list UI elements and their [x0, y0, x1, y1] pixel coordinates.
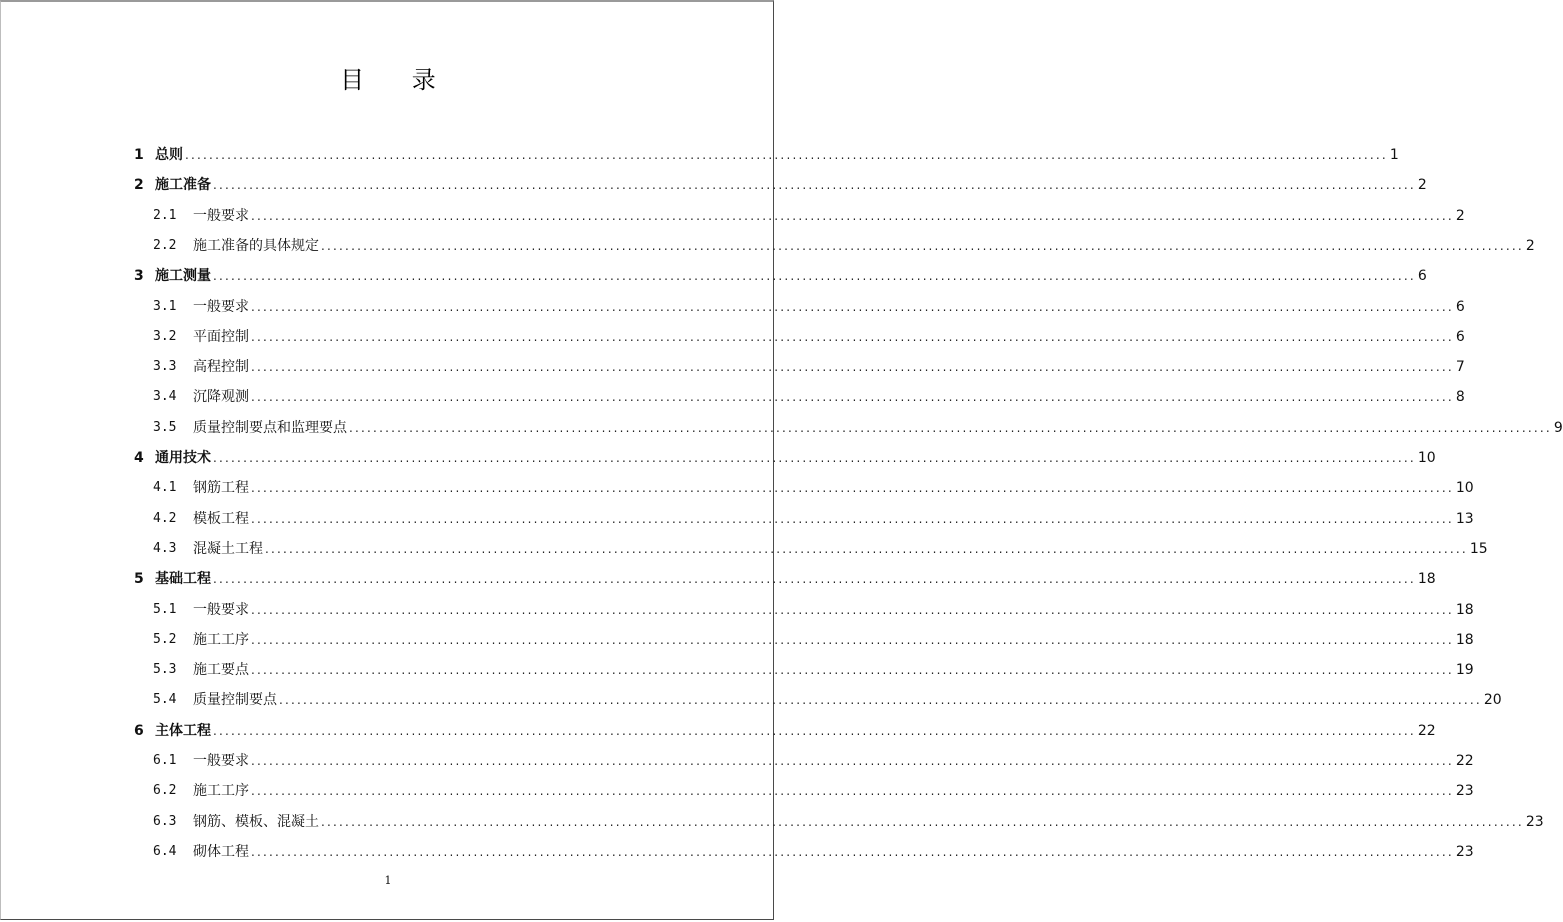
toc-entry-label: 沉降观测	[193, 389, 249, 406]
toc-entry-page: 6	[1455, 328, 1465, 345]
toc-entry-label: 一般要求	[193, 298, 249, 315]
toc-entry-label: 施工工序	[193, 783, 249, 800]
toc-entry-number: 3	[134, 268, 144, 285]
toc-entry-number: 2	[134, 177, 144, 194]
toc-entry[interactable]	[134, 140, 1399, 164]
toc-entry-label: 钢筋、模板、混凝土	[193, 813, 319, 830]
toc-dot-leader: ........................................................................................................................................................................................................	[251, 663, 1454, 678]
toc-entry-label: 基础工程	[155, 571, 211, 588]
toc-entry[interactable]	[134, 443, 1436, 467]
toc-entry[interactable]	[153, 837, 1474, 861]
toc-entry-label: 一般要求	[193, 753, 249, 769]
toc-entry-page: 2	[1525, 237, 1535, 254]
toc-entry-page: 2	[1417, 177, 1427, 194]
toc-entry[interactable]	[153, 504, 1474, 528]
toc-dot-leader: ........................................................................................................................................................................................................	[213, 723, 1416, 738]
toc-entry-page: 18	[1455, 601, 1474, 618]
toc-dot-leader: ........................................................................................................................................................................................................	[213, 451, 1416, 465]
toc-dot-leader: ........................................................................................................................................................................................................	[213, 269, 1416, 284]
toc-entry-page: 6	[1455, 298, 1465, 315]
toc-entry-number: 4	[134, 450, 144, 466]
toc-entry-page: 9	[1553, 419, 1563, 436]
toc-entry-label: 施工要点	[193, 662, 249, 679]
toc-entry[interactable]	[153, 473, 1474, 497]
toc-entry-number: 3.1	[153, 298, 177, 314]
toc-dot-leader: ........................................................................................................................................................................................................	[279, 693, 1482, 708]
toc-entry-page: 13	[1455, 510, 1474, 527]
toc-entry-page: 10	[1417, 450, 1436, 466]
toc-entry[interactable]	[153, 231, 1535, 255]
toc-entry-page: 1	[1389, 147, 1399, 163]
document-title: 目 录	[340, 66, 456, 94]
toc-entry-page: 22	[1417, 722, 1436, 739]
toc-entry-number: 5.2	[153, 631, 177, 647]
toc-entry-page: 6	[1417, 268, 1427, 285]
toc-entry-page: 22	[1455, 753, 1474, 769]
toc-entry-label: 施工准备	[155, 177, 211, 194]
toc-entry-page: 18	[1455, 631, 1474, 648]
toc-dot-leader: ........................................................................................................................................................................................................	[251, 602, 1454, 617]
toc-entry-label: 施工准备的具体规定	[193, 237, 319, 254]
toc-dot-leader: ........................................................................................................................................................................................................	[251, 390, 1454, 405]
toc-entry-page: 10	[1455, 480, 1474, 497]
toc-entry-page: 15	[1469, 540, 1488, 557]
toc-entry[interactable]	[134, 564, 1436, 588]
footer-page-number: 1	[384, 874, 392, 887]
toc-dot-leader: ........................................................................................................................................................................................................	[251, 329, 1454, 344]
toc-entry-label: 主体工程	[155, 722, 211, 739]
toc-entry[interactable]	[153, 807, 1544, 831]
toc-entry[interactable]	[134, 170, 1427, 194]
toc-entry[interactable]	[153, 322, 1465, 346]
toc-entry[interactable]	[134, 261, 1427, 285]
toc-entry[interactable]	[153, 382, 1465, 406]
toc-entry-number: 6.4	[153, 843, 177, 859]
toc-dot-leader: ........................................................................................................................................................................................................	[349, 420, 1552, 435]
toc-dot-leader: ........................................................................................................................................................................................................	[251, 208, 1454, 223]
toc-entry-page: 18	[1417, 571, 1436, 588]
toc-entry[interactable]	[153, 534, 1488, 558]
toc-entry-page: 7	[1455, 359, 1465, 376]
toc-entry-number: 4.3	[153, 540, 177, 556]
toc-entry-page: 23	[1455, 843, 1474, 860]
toc-entry[interactable]	[153, 625, 1474, 649]
toc-entry-label: 模板工程	[193, 510, 249, 527]
toc-entry-number: 3.2	[153, 328, 177, 344]
toc-dot-leader: ........................................................................................................................................................................................................	[251, 632, 1454, 647]
toc-entry-number: 4.1	[153, 480, 177, 496]
toc-entry[interactable]	[153, 595, 1474, 619]
toc-entry[interactable]	[153, 413, 1563, 437]
toc-entry[interactable]	[153, 746, 1474, 770]
toc-dot-leader: ........................................................................................................................................................................................................	[251, 754, 1454, 768]
toc-entry[interactable]	[153, 292, 1465, 316]
toc-entry-label: 钢筋工程	[193, 480, 249, 497]
toc-entry-label: 一般要求	[193, 207, 249, 224]
toc-entry-number: 4.2	[153, 510, 177, 526]
toc-dot-leader: ........................................................................................................................................................................................................	[251, 299, 1454, 314]
toc-entry-page: 20	[1483, 692, 1502, 709]
toc-entry-label: 砌体工程	[193, 843, 249, 860]
toc-entry-label: 施工工序	[193, 631, 249, 648]
toc-entry-number: 2.2	[153, 237, 177, 253]
toc-entry-label: 施工测量	[155, 268, 211, 285]
toc-entry[interactable]	[153, 201, 1465, 225]
toc-entry-number: 5.1	[153, 601, 177, 617]
toc-entry-page: 23	[1455, 783, 1474, 800]
toc-dot-leader: ........................................................................................................................................................................................................	[251, 784, 1454, 799]
toc-entry-label: 通用技术	[155, 450, 211, 466]
toc-entry-number: 3.5	[153, 419, 177, 435]
toc-entry-label: 总则	[155, 147, 183, 163]
toc-entry-page: 23	[1525, 813, 1544, 830]
toc-dot-leader: ........................................................................................................................................................................................................	[265, 541, 1468, 556]
toc-entry-label: 高程控制	[193, 359, 249, 376]
toc-entry-number: 6.3	[153, 813, 177, 829]
toc-entry-label: 混凝土工程	[193, 540, 263, 557]
toc-dot-leader: ........................................................................................................................................................................................................	[321, 814, 1524, 829]
toc-entry-number: 3.3	[153, 359, 177, 375]
toc-entry-page: 2	[1455, 207, 1465, 224]
toc-dot-leader: ........................................................................................................................................................................................................	[185, 148, 1388, 162]
toc-entry-number: 3.4	[153, 389, 177, 405]
toc-dot-leader: ........................................................................................................................................................................................................	[251, 844, 1454, 859]
toc-entry[interactable]	[153, 685, 1502, 709]
toc-dot-leader: ........................................................................................................................................................................................................	[321, 238, 1524, 253]
toc-entry-page: 8	[1455, 389, 1465, 406]
toc-dot-leader: ........................................................................................................................................................................................................	[251, 511, 1454, 526]
toc-dot-leader: ........................................................................................................................................................................................................	[251, 481, 1454, 496]
toc-entry-label: 质量控制要点和监理要点	[193, 419, 347, 436]
toc-entry[interactable]	[153, 352, 1465, 376]
toc-dot-leader: ........................................................................................................................................................................................................	[213, 572, 1416, 587]
toc-entry-number: 6	[134, 722, 144, 739]
toc-dot-leader: ........................................................................................................................................................................................................	[213, 178, 1416, 193]
toc-entry-label: 质量控制要点	[193, 692, 277, 709]
toc-entry[interactable]	[153, 655, 1474, 679]
toc-entry-number: 6.2	[153, 783, 177, 799]
toc-entry-number: 5	[134, 571, 144, 588]
toc-entry-number: 6.1	[153, 753, 177, 768]
toc-entry-number: 1	[134, 147, 144, 163]
toc-entry-page: 19	[1455, 662, 1474, 679]
toc-entry-number: 2.1	[153, 207, 177, 223]
toc-entry[interactable]	[134, 716, 1436, 740]
toc-entry-number: 5.3	[153, 662, 177, 678]
toc-dot-leader: ........................................................................................................................................................................................................	[251, 360, 1454, 375]
toc-entry-number: 5.4	[153, 692, 177, 708]
toc-entry[interactable]	[153, 776, 1474, 800]
toc-entry-label: 平面控制	[193, 328, 249, 345]
toc-entry-label: 一般要求	[193, 601, 249, 618]
